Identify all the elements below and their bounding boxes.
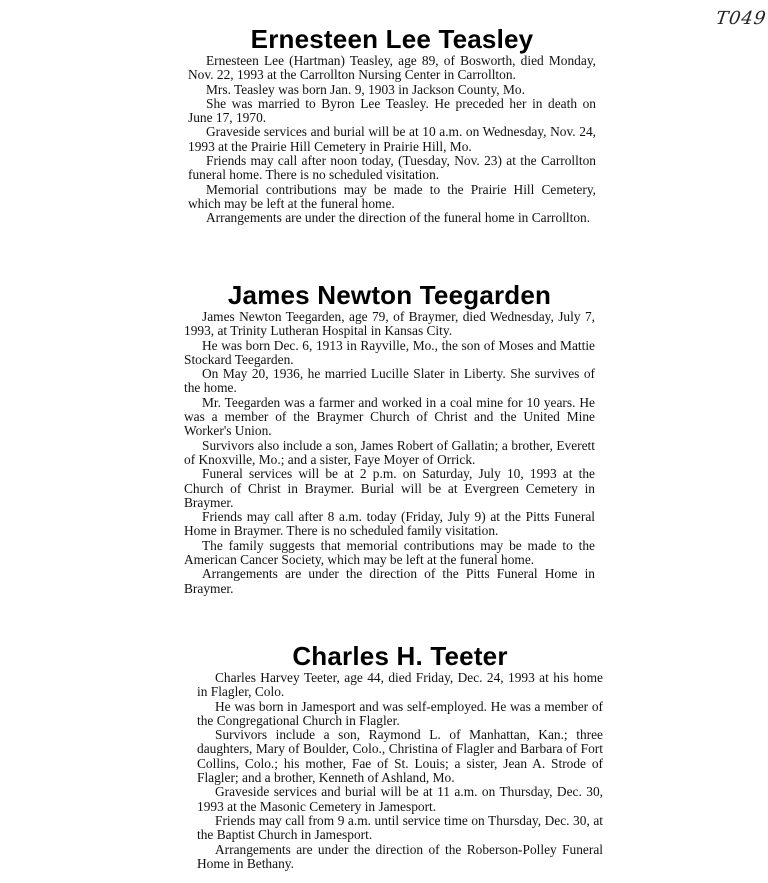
obituary-paragraph: Survivors include a son, Raymond L. of Manhattan, Kan.; three daughters, Mary of Boulder, Colo., Christina of Flagler and Barbara of Fort Collins, Colo.; his mother, Fae of St. Louis; a sister, Jean A. Strode of Flagler; and a brother, Kenneth of Ashland, Mo. bbox=[197, 727, 603, 786]
obituary-paragraph: Graveside services and burial will be at 10 a.m. on Wednesday, Nov. 24, 1993 at the Prairie Hill Cemetery in Prairie Hill, Mo. bbox=[188, 124, 596, 154]
obituary-paragraph: Memorial contributions may be made to the Prairie Hill Cemetery, which may be left at the funeral home. bbox=[188, 181, 596, 211]
obituary-paragraph: Friends may call after noon today, (Tuesday, Nov. 23) at the Carrollton funeral home. There is no scheduled visitation. bbox=[188, 153, 596, 183]
obituary-paragraph: Arrangements are under the direction of the funeral home in Carrollton. bbox=[206, 210, 591, 226]
obituary-paragraph: Arrangements are under the direction of the Pitts Funeral Home in Braymer. bbox=[184, 566, 595, 596]
obituary-paragraph: He was born Dec. 6, 1913 in Rayville, Mo., the son of Moses and Mattie Stockard Teegarden. bbox=[184, 337, 595, 367]
obituary-heading: Charles H. Teeter bbox=[292, 641, 508, 671]
obituary-paragraph: Arrangements are under the direction of the Roberson-Polley Funeral Home in Bethany. bbox=[197, 841, 603, 871]
obituary-paragraph: Mrs. Teasley was born Jan. 9, 1903 in Jackson County, Mo. bbox=[206, 81, 525, 97]
obituary-paragraph: She was married to Byron Lee Teasley. He preceded her in death on June 17, 1970. bbox=[188, 95, 596, 126]
obituary-heading: James Newton Teegarden bbox=[227, 280, 552, 310]
obituary-paragraph: James Newton Teegarden, age 79, of Braymer, died Wednesday, July 7, 1993, at Trinity Lutheran Hospital in Kansas City. bbox=[184, 309, 595, 339]
obituary-teegarden bbox=[184, 280, 595, 596]
obituary-paragraph: Friends may call after 8 a.m. today (Friday, July 9) at the Pitts Funeral Home in Braymer. There is no scheduled family visitation. bbox=[184, 509, 595, 539]
obituary-teeter bbox=[197, 641, 603, 871]
obituary-teasley bbox=[188, 24, 596, 226]
obituary-paragraph: Charles Harvey Teeter, age 44, died Friday, Dec. 24, 1993 at his home in Flagler, Colo. bbox=[197, 670, 603, 700]
obituary-paragraph: Funeral services will be at 2 p.m. on Saturday, July 10, 1993 at the Church of Christ in Braymer. Burial will be at Evergreen Cemetery in Braymer. bbox=[184, 466, 595, 510]
handwritten-document-id: T049 bbox=[714, 8, 768, 29]
obituary-paragraph: Friends may call from 9 a.m. until service time on Thursday, Dec. 30, at the Baptist Church in Jamesport. bbox=[197, 812, 603, 843]
obituary-paragraph: Survivors also include a son, James Robert of Gallatin; a brother, Everett of Knoxville, Mo.; and a sister, Faye Moyer of Orrick. bbox=[184, 437, 595, 467]
obituary-paragraph: On May 20, 1936, he married Lucille Slater in Liberty. She survives of the home. bbox=[184, 366, 595, 396]
obituary-paragraph: Ernesteen Lee (Hartman) Teasley, age 89, of Bosworth, died Monday, Nov. 22, 1993 at the Carrollton Nursing Center in Carrollton. bbox=[188, 53, 596, 83]
obituary-paragraph: Graveside services and burial will be at 11 a.m. on Thursday, Dec. 30, 1993 at the Masonic Cemetery in Jamesport. bbox=[197, 784, 603, 814]
obituary-paragraph: The family suggests that memorial contributions may be made to the American Cancer Society, which may be left at the funeral home. bbox=[184, 537, 595, 568]
obituary-heading: Ernesteen Lee Teasley bbox=[250, 24, 534, 54]
obituary-paragraph: He was born in Jamesport and was self-employed. He was a member of the Congregational Church in Flagler. bbox=[197, 698, 603, 728]
obituary-paragraph: Mr. Teegarden was a farmer and worked in a coal mine for 10 years. He was a member of the Braymer Church of Christ and the United Mine Worker's Union. bbox=[184, 394, 595, 439]
